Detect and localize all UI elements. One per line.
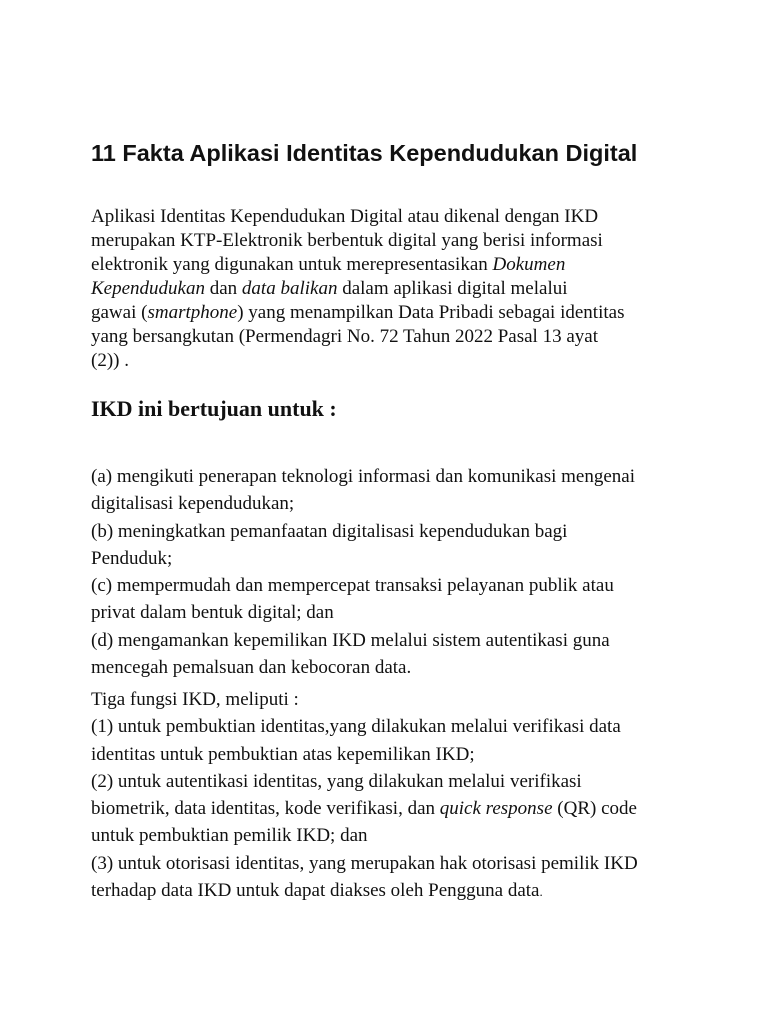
aims-line: (d) mengamankan kepemilikan IKD melalui sistem autentikasi guna: [91, 629, 610, 651]
functions-line: [91, 877, 691, 905]
intro-line: yang bersangkutan (Permendagri No. 72 Tahun 2022 Pasal 13 ayat: [91, 326, 598, 347]
aims-line: (b) meningkatkan pemanfaatan digitalisasi kependudukan bagi: [91, 520, 568, 542]
functions-line: untuk pembuktian pemilik IKD; dan: [91, 825, 368, 847]
intro-line: [91, 301, 681, 325]
intro-italic-term: data balikan: [241, 278, 338, 299]
functions-line: (1) untuk pembuktian identitas,yang dilakukan melalui verifikasi data: [91, 716, 621, 738]
functions-text: (QR) code: [552, 798, 637, 820]
functions-line: [91, 795, 691, 822]
document-page: [91, 138, 691, 902]
intro-italic-term: Dokumen: [492, 254, 566, 275]
intro-paragraph: [91, 205, 681, 373]
aims-line: (c) mempermudah dan mempercepat transaksi pelayanan publik atau: [91, 575, 614, 597]
intro-italic-term: Kependudukan: [91, 278, 205, 299]
intro-line: (2)) .: [91, 350, 129, 371]
intro-text: elektronik yang digunakan untuk merepresentasikan: [91, 254, 493, 275]
functions-line: (3) untuk otorisasi identitas, yang merupakan hak otorisasi pemilik IKD: [91, 852, 638, 874]
intro-text: ) yang menampilkan Data Pribadi sebagai identitas: [237, 302, 625, 323]
functions-line: identitas untuk pembuktian atas kepemilikan IKD;: [91, 743, 475, 765]
functions-text: .: [539, 884, 543, 900]
functions-text: terhadap data IKD untuk dapat diakses oleh Pengguna data: [91, 880, 540, 902]
functions-italic-term: quick response: [439, 798, 553, 820]
intro-line: merupakan KTP-Elektronik berbentuk digital yang berisi informasi: [91, 230, 603, 251]
intro-text: gawai (: [91, 302, 148, 323]
intro-line: [91, 253, 681, 277]
aims-heading: IKD ini bertujuan untuk :: [91, 396, 337, 421]
functions-text: biometrik, data identitas, kode verifikasi, dan: [91, 798, 440, 820]
document-title: 11 Fakta Aplikasi Identitas Kependudukan Digital: [91, 140, 638, 166]
aims-line: privat dalam bentuk digital; dan: [91, 602, 334, 624]
intro-italic-term: smartphone: [147, 302, 238, 323]
aims-line: (a) mengikuti penerapan teknologi informasi dan komunikasi mengenai: [91, 466, 635, 487]
functions-line: (2) untuk autentikasi identitas, yang dilakukan melalui verifikasi: [91, 770, 582, 792]
intro-text: dalam aplikasi digital melalui: [337, 278, 568, 299]
intro-text: dan: [204, 278, 242, 299]
aims-line: mencegah pemalsuan dan kebocoran data.: [91, 657, 412, 679]
aims-list: [91, 463, 691, 681]
functions-heading: Tiga fungsi IKD, meliputi :: [91, 689, 299, 710]
aims-line: digitalisasi kependudukan;: [91, 493, 295, 515]
functions-list: [91, 686, 691, 905]
intro-line: [91, 277, 681, 301]
intro-line: Aplikasi Identitas Kependudukan Digital atau dikenal dengan IKD: [91, 206, 599, 227]
aims-line: Penduduk;: [91, 547, 173, 569]
